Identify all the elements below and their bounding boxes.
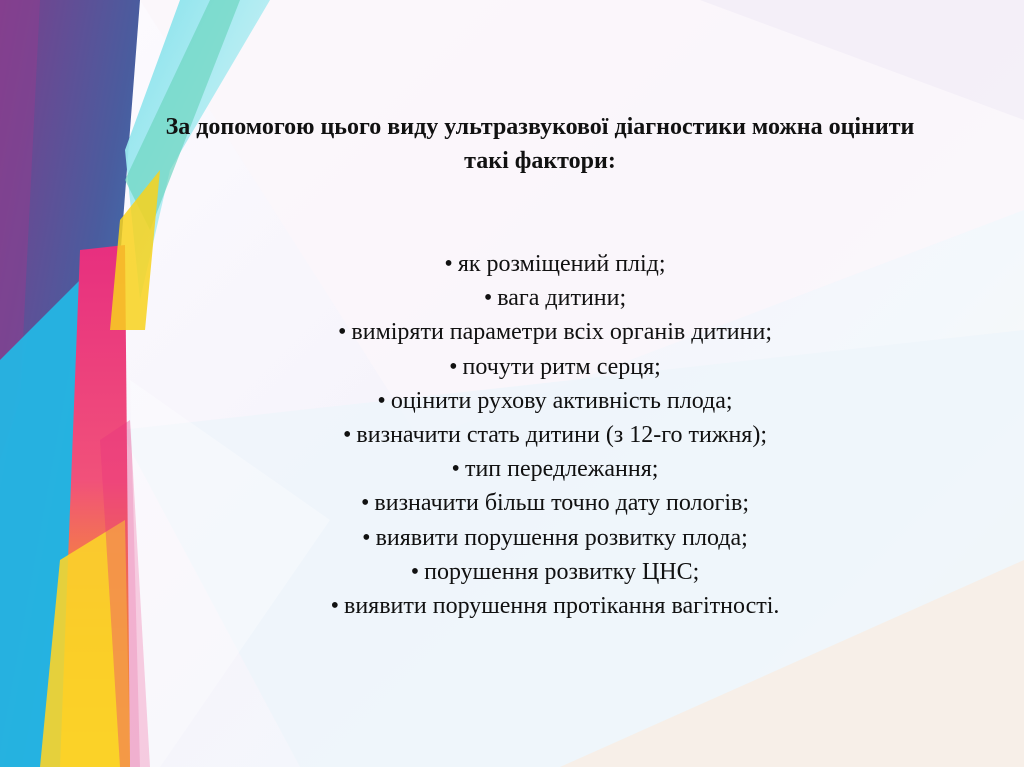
list-item [60,486,1024,520]
bullet-icon: • [360,490,370,517]
list-item [60,247,1024,281]
list-item-text: виявити порушення протікання вагітності. [344,593,780,620]
list-item [60,521,1024,555]
bullet-icon: • [449,353,458,380]
title-line-1: За допомогою цього виду ультразвукової діагностики можна оцінити [165,114,915,140]
bullet-icon: • [362,524,371,551]
list-item-text: тип передлежання; [464,456,659,483]
list-item [60,315,1024,349]
bullet-icon: • [377,387,386,414]
list-item-text: оцінити рухову активність плода; [390,387,733,414]
list-item-text: як розміщений плід; [457,251,666,277]
bullet-icon: • [483,285,493,312]
bullet-icon: • [410,558,420,585]
slide-title [60,110,1020,178]
bullet-icon: • [337,319,347,346]
list-item [60,281,1024,315]
list-item [60,418,1024,452]
list-item-text: виміряти параметри всіх органів дитини; [351,319,772,346]
title-line-2: такі фактори: [464,148,616,174]
list-item-text: визначити стать дитини (з 12-го тижня); [356,422,767,449]
list-item [60,555,1024,589]
list-item [60,589,1024,623]
list-item [60,452,1024,486]
list-item-text: вага дитини; [497,285,627,312]
list-item [60,384,1024,418]
list-item-text: виявити порушення розвитку плода; [375,524,748,551]
list-item-text: визначити більш точно дату пологів; [374,490,750,517]
bullet-icon: • [343,422,352,449]
bullet-icon: • [444,251,453,277]
bullet-icon: • [451,456,460,483]
list-item-text: почути ритм серця; [462,353,661,380]
list-item [60,350,1024,384]
factors-list [60,247,1024,623]
bullet-icon: • [330,593,339,620]
list-item-text: порушення розвитку ЦНС; [424,558,700,585]
